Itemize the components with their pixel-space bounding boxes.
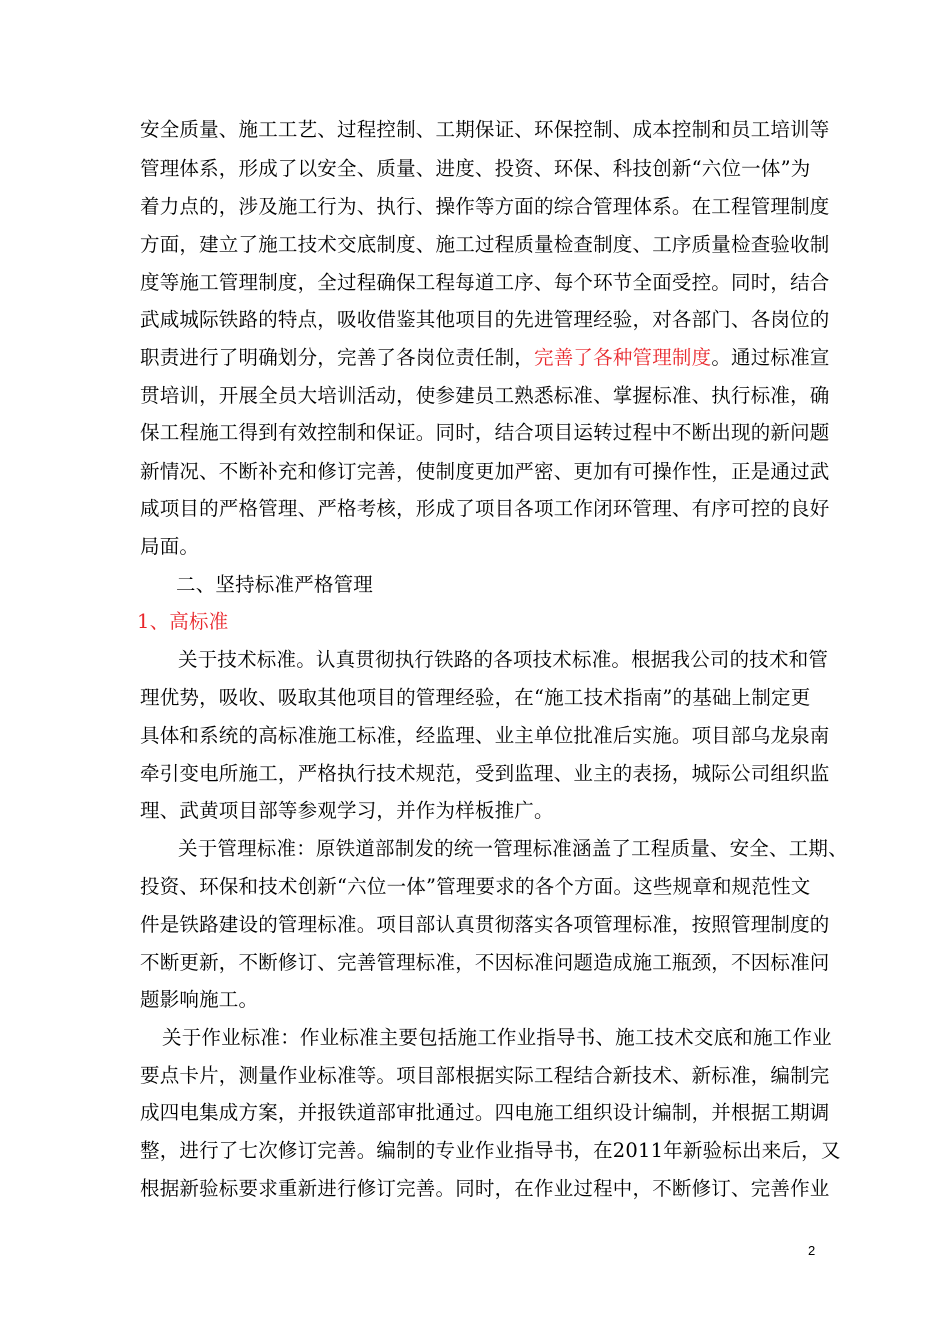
text-line [178,837,848,861]
text-line [162,1026,832,1050]
text-line [176,573,373,597]
text-segment: 二、坚持标准严格管理 [176,573,374,596]
text-segment: 件是铁路建设的管理标准。项目部认真贯彻落实各项管理标准，按照管理制度的 [140,913,830,936]
text-segment: 局面。 [140,535,200,558]
text-line [140,535,199,559]
text-segment: 保工程施工得到有效控制和保证。同时，结合项目运转过程中不断出现的新问题 [140,421,830,444]
text-line [140,762,830,786]
text-segment: 度等施工管理制度，全过程确保工程每道工序、每个环节全面受控。同时，结合 [140,271,830,294]
text-segment: 投资、环保和技术创新“六位一体”管理要求的各个方面。这些规章和规范性文 [140,875,811,898]
text-line [140,346,830,370]
text-line [140,1139,841,1163]
text-segment: 题影响施工。 [140,988,259,1011]
text-line [140,497,830,521]
text-line [140,271,830,295]
text-segment: 不断更新，不断修订、完善管理标准，不因标准问题造成施工瓶颈，不因标准问 [140,951,830,974]
text-segment: 方面，建立了施工技术交底制度、施工过程质量检查制度、工序质量检查验收制 [140,233,830,256]
text-segment: 安全质量、施工工艺、过程控制、工期保证、环保控制、成本控制和员工培训等 [140,118,830,141]
text-line [140,724,830,748]
text-line [140,118,830,142]
text-line [140,875,810,899]
text-segment: 职责进行了明确划分，完善了各岗位责任制， [140,346,535,369]
text-segment: 咸项目的严格管理、严格考核，形成了项目各项工作闭环管理、有序可控的良好 [140,497,830,520]
text-line [140,460,830,484]
text-line [140,1177,830,1201]
text-segment: 理、武黄项目部等参观学习，并作为样板推广。 [140,799,554,822]
text-line [140,384,830,408]
text-line [140,157,810,181]
text-segment: 新情况、不断补充和修订完善，使制度更加严密、更加有可操作性，正是通过武 [140,460,830,483]
text-segment: 根据新验标要求重新进行修订完善。同时，在作业过程中，不断修订、完善作业 [140,1177,830,1200]
text-segment: 要点卡片，测量作业标准等。项目部根据实际工程结合新技术、新标准，编制完 [140,1064,830,1087]
highlighted-text: 1、高标准 [137,610,229,633]
text-line [140,233,830,257]
text-line [140,951,830,975]
text-segment: 。通过标准宣 [711,346,830,369]
text-line [140,988,258,1012]
text-segment: 理优势，吸收、吸取其他项目的管理经验，在“施工技术指南”的基础上制定更 [140,686,811,709]
text-segment: 关于管理标准：原铁道部制发的统一管理标准涵盖了工程质量、安全、工期、 [178,837,848,860]
text-line [140,913,830,937]
text-segment: 贯培训，开展全员大培训活动，使参建员工熟悉标准、掌握标准、执行标准，确 [140,384,830,407]
text-segment: 着力点的，涉及施工行为、执行、操作等方面的综合管理体系。在工程管理制度 [140,195,830,218]
highlighted-text: 完善了各种管理制度 [534,346,712,369]
text-line [140,799,554,823]
text-line [178,648,828,672]
page-number: 2 [808,1243,816,1258]
text-segment: 关于技术标准。认真贯彻执行铁路的各项技术标准。根据我公司的技术和管 [178,648,829,671]
text-segment: 牵引变电所施工，严格执行技术规范，受到监理、业主的表扬，城际公司组织监 [140,762,830,785]
text-line [140,195,830,219]
text-segment: 武咸城际铁路的特点，吸收借鉴其他项目的先进管理经验，对各部门、各岗位的 [140,308,830,331]
text-segment: 成四电集成方案，并报铁道部审批通过。四电施工组织设计编制，并根据工期调 [140,1101,830,1124]
text-line [140,686,810,710]
text-line [140,1101,830,1125]
text-segment: 管理体系，形成了以安全、质量、进度、投资、环保、科技创新“六位一体”为 [140,157,811,180]
text-segment: 关于作业标准：作业标准主要包括施工作业指导书、施工技术交底和施工作业 [162,1026,832,1049]
text-line [140,1064,830,1088]
text-line [137,610,228,634]
text-line [140,421,830,445]
text-line [140,308,830,332]
text-segment: 整，进行了七次修订完善。编制的专业作业指导书，在2011年新验标出来后，又 [140,1139,841,1162]
text-segment: 具体和系统的高标准施工标准，经监理、业主单位批准后实施。项目部乌龙泉南 [140,724,830,747]
